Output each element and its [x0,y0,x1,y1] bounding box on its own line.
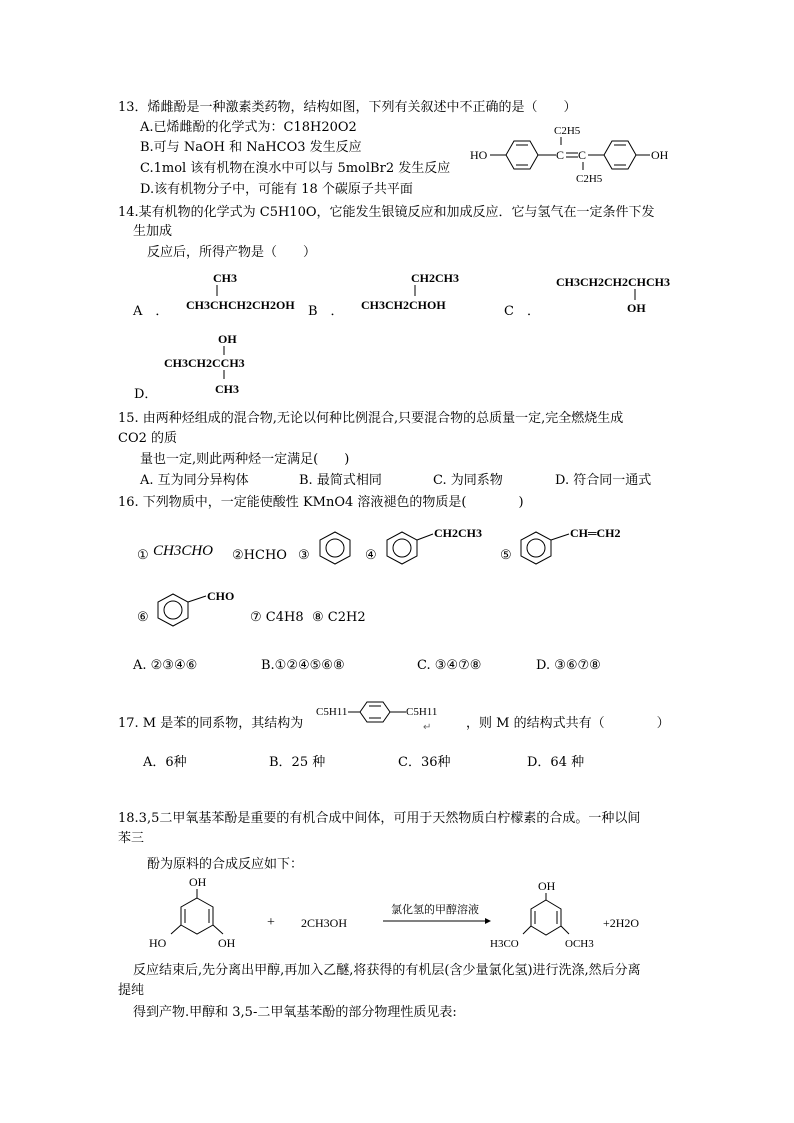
q15-stem-line1: 15. 由两种烃组成的混合物,无论以何种比例混合,只要混合物的总质量一定,完全燃烧生成 [118,411,624,426]
q16-item1-formula: CH3CHO [153,543,214,559]
q13-structure-diagram [470,122,680,187]
q18-stem-line3: 酚为原料的合成反应如下： [147,857,304,872]
q16-item6-sub: CHO [207,589,235,603]
q18-product-right: OCH3 [565,938,594,950]
q18-reactant-oh-top: OH [189,875,207,889]
q18-para-line1: 反应结束后,先分离出甲醇,再加入乙醚,将获得的有机层(含少量氯化氢)进行洗涤,然后分离 [133,963,641,978]
q17-option-c: C．36种 [398,755,451,770]
q14-option-b-label: B ． [308,304,344,319]
q13-oh: OH [651,148,669,162]
q16-item7: ⑦ C4H8 [250,610,304,625]
q16-benzene-icon [318,530,354,566]
q14-d-bottom: CH3 [215,382,239,396]
q16-item6-marker: ⑥ [137,610,149,625]
q17-option-a: A．6种 [143,755,187,770]
q16-item3-marker: ③ [298,548,310,563]
q14-d-bond-bottom [222,370,226,380]
q16-item8: ⑧ C2H2 [312,610,366,625]
q16-item5-marker: ⑤ [500,548,512,563]
q18-para-line3: 得到产物.甲醇和 3,5-二甲氧基苯酚的部分物理性质见表: [133,1005,457,1020]
q18-plus: + [267,915,275,930]
q14-option-d-label: D． [134,387,158,402]
q13-option-d: D.该有机物分子中，可能有 18 个碳原子共平面 [140,182,413,197]
q13-c2h5-top: C2H5 [554,125,581,137]
q16-item2: ②HCHO [232,548,287,563]
q14-d-top: OH [218,332,237,346]
q13-stem: 13．烯雌酚是一种激素类药物，结构如图，下列有关叙述中不正确的是（ ） [118,100,577,115]
q14-stem-line2: 生加成 [133,224,173,239]
q14-stem-line3: 反应后，所得产物是（ ） [147,245,317,260]
q14-d-bond-top [222,346,226,356]
q16-item1-marker: ① [137,548,149,563]
q16-benzaldehyde-icon [156,592,208,628]
q13-option-a: A.已烯雌酚的化学式为：C18H20O2 [140,120,357,135]
svg-text:C: C [578,148,587,162]
q17-structure-diagram [316,700,466,734]
q16-option-b: B.①②④⑤⑥⑧ [261,658,345,673]
q14-b-bond [413,285,417,297]
svg-text:↵: ↵ [423,722,432,733]
q14-a-top: CH3 [213,271,237,285]
q14-c-bottom: OH [627,301,646,315]
q17-stem-post: ，则 M 的结构式共有（ ） [466,716,670,731]
q15-stem-line3: 量也一定,则此两种烃一定满足( ) [140,452,350,467]
q14-d-main: CH3CH2CCH3 [164,356,245,370]
q16-option-d: D. ③⑥⑦⑧ [536,658,601,673]
q15-option-b: B. 最简式相同 [299,473,382,488]
q14-a-main: CH3CHCH2CH2OH [186,298,295,312]
q14-option-c-label: C ． [504,304,540,319]
q16-option-c: C. ③④⑦⑧ [417,658,482,673]
q17-left-group: C5H11 [316,706,348,718]
q14-b-main: CH3CH2CHOH [361,298,446,312]
q17-stem-pre: 17. M 是苯的同系物，其结构为 [118,716,304,731]
q18-reactant-oh-right: OH [218,936,236,950]
q15-option-c: C. 为同系物 [433,473,503,488]
q13-option-c: C.1mol 该有机物在溴水中可以与 5molBr2 发生反应 [140,161,451,176]
q18-reaction-diagram [145,872,655,952]
q16-ethylbenzene-icon [385,530,435,566]
q18-condition: 氯化氢的甲醇溶液 [391,904,479,916]
q16-item5-sub: CH═CH2 [570,526,621,540]
q14-a-bond [215,285,219,297]
q15-option-d: D. 符合同一通式 [555,473,652,488]
q15-stem-line2: CO2 的质 [118,431,178,446]
q16-item4-marker: ④ [365,548,377,563]
q18-reactant-ho: HO [149,936,167,950]
q17-right-group: C5H11 [406,706,438,718]
q14-option-a-label: A ． [133,304,169,319]
q16-styrene-icon [519,530,571,566]
q18-para-line2: 提纯 [118,983,145,998]
q14-stem-line1: 14.某有机物的化学式为 C5H10O，它能发生银镜反应和加成反应．它与氢气在一定条件下发 [118,205,655,220]
q18-byproduct: +2H2O [603,916,640,930]
q16-stem: 16. 下列物质中，一定能使酸性 KMnO4 溶液褪色的物质是( ) [118,495,524,510]
q13-ho: HO [470,148,488,162]
q18-product-left: H3CO [490,938,519,950]
q17-option-b: B．25 种 [269,755,326,770]
q18-reagent: 2CH3OH [301,916,348,930]
q15-option-a: A. 互为同分异构体 [140,473,249,488]
q18-stem-line2: 苯三 [118,831,145,846]
q13-c2h5-bottom: C2H5 [576,173,603,185]
q14-c-main: CH3CH2CH2CHCH3 [556,275,670,289]
svg-text:C: C [556,148,565,162]
q18-stem-line1: 18.3,5二甲氧基苯酚是重要的有机合成中间体，可用于天然物质白柠檬素的合成。一种以间 [118,811,641,826]
q14-b-top: CH2CH3 [411,271,459,285]
q16-item4-sub: CH2CH3 [434,526,482,540]
q17-option-d: D．64 种 [527,755,585,770]
q18-product-oh: OH [538,879,556,893]
q16-option-a: A. ②③④⑥ [133,658,198,673]
q13-option-b: B.可与 NaOH 和 NaHCO3 发生反应 [140,140,362,155]
q14-c-bond [633,289,637,301]
